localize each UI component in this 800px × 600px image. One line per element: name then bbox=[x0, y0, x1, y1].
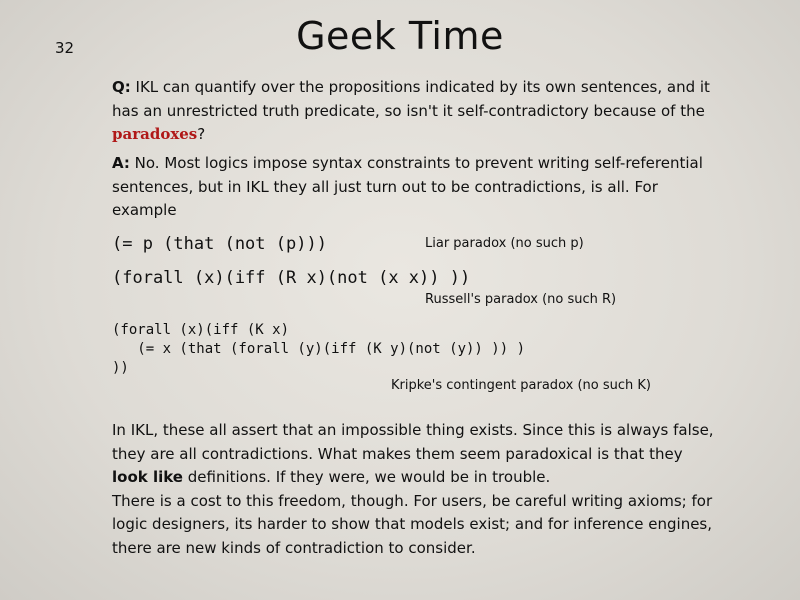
kripke-note: Kripke's contingent paradox (no such K) bbox=[391, 378, 651, 393]
answer-text: No. Most logics impose syntax constraints to prevent writing self-referential sentences, but in IKL they all just turn out to be contradictions, is all. For example bbox=[112, 154, 703, 219]
kripke-line-2: (= x (that (forall (y)(iff (K y)(not (y)) )) ) bbox=[112, 341, 526, 357]
conclusion-line-2: There is a cost to this freedom, though. For users, be careful writing axioms; for logic designers, its harder to show that models exist; and for inference engines, there are new kinds of contradiction to consider. bbox=[112, 491, 713, 557]
russell-note: Russell's paradox (no such R) bbox=[425, 292, 617, 307]
slide-number: 32 bbox=[55, 39, 75, 57]
conclusion-text-1: In IKL, these all assert that an impossible thing exists. Since this is always false, they are all contradictions. What makes them seem paradoxical is that they bbox=[112, 421, 714, 463]
kripke-code bbox=[112, 321, 525, 378]
kripke-line-1: (forall (x)(iff (K x) bbox=[112, 322, 290, 338]
paradoxes-highlight: paradoxes bbox=[112, 125, 198, 143]
look-like-emphasis: look like bbox=[112, 468, 183, 486]
liar-note: Liar paradox (no such p) bbox=[425, 236, 584, 251]
question-paragraph bbox=[112, 76, 717, 147]
question-end: ? bbox=[197, 125, 206, 143]
liar-code: (= p (that (not (p))) bbox=[112, 234, 327, 254]
answer-label: A: bbox=[112, 154, 130, 172]
russell-code: (forall (x)(iff (R x)(not (x x)) )) bbox=[112, 268, 471, 288]
question-label: Q: bbox=[112, 78, 131, 96]
conclusion-paragraph bbox=[112, 419, 717, 560]
kripke-line-3: )) bbox=[112, 360, 129, 376]
slide-title: Geek Time bbox=[296, 14, 504, 58]
conclusion-text-2: definitions. If they were, we would be in trouble. bbox=[182, 468, 551, 486]
answer-paragraph bbox=[112, 152, 717, 223]
question-text: IKL can quantify over the propositions indicated by its own sentences, and it has an unrestricted truth predicate, so isn't it self-contradictory because of the bbox=[112, 78, 710, 120]
